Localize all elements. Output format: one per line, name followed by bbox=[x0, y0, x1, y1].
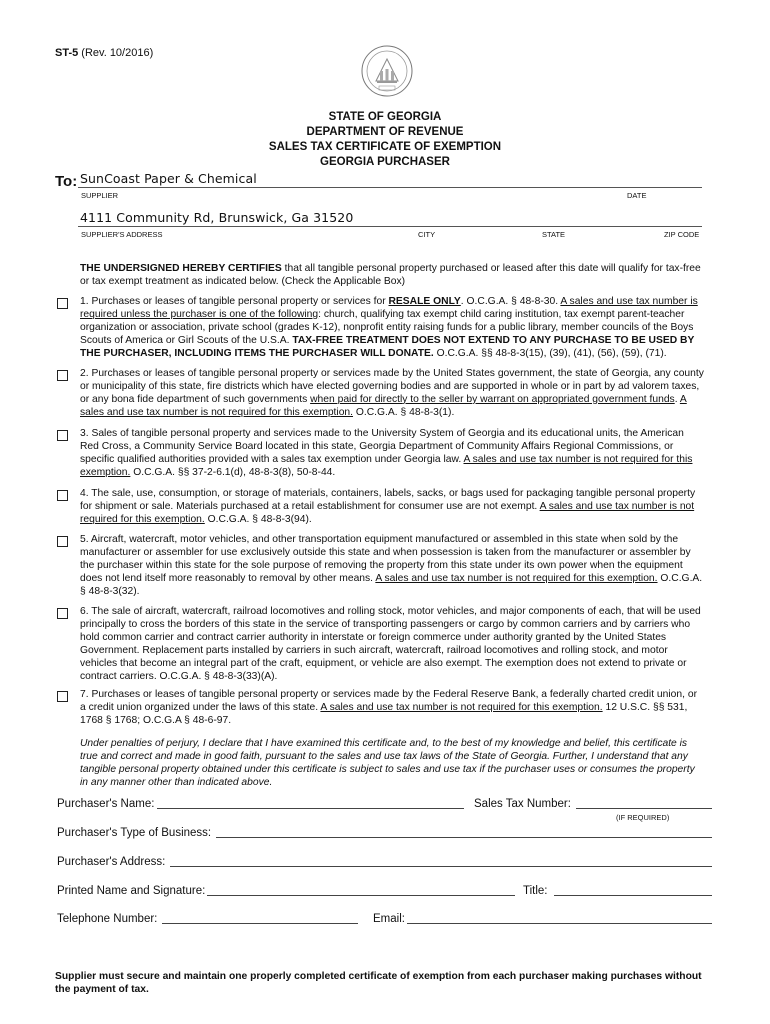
checkbox-item-6[interactable] bbox=[57, 608, 68, 619]
sales-tax-number-field[interactable] bbox=[576, 808, 712, 809]
state-seal-icon bbox=[361, 45, 413, 97]
checkbox-item-2[interactable] bbox=[57, 370, 68, 381]
header-line-4: GEORGIA PURCHASER bbox=[320, 156, 450, 168]
city-caption: CITY bbox=[418, 230, 436, 239]
zip-caption: ZIP CODE bbox=[664, 230, 700, 239]
certification-lead: THE UNDERSIGNED HEREBY CERTIFIES bbox=[80, 263, 282, 274]
business-type-field[interactable] bbox=[216, 837, 712, 838]
checkbox-item-3[interactable] bbox=[57, 430, 68, 441]
supplier-name-field[interactable]: SunCoast Paper & Chemical bbox=[80, 171, 257, 186]
telephone-field[interactable] bbox=[162, 923, 358, 924]
supplier-line bbox=[78, 187, 702, 188]
exemption-item-1: 1. Purchases or leases of tangible personal property or services for RESALE ONLY. O.C.G.A. § 48-8-30. A sales and use tax number is required unless the purchaser is one of the following: church, qualifying tax exempt child caring institution, tax exempt parent-teacher organization or association, private school (grades K-12), nonprofit entity raising funds for a public library, member councils of the Boys Scouts of America or Girl Scouts of the U.S.A. TAX-FREE TREATMENT DOES NOT EXTEND TO ANY PURCHASE TO BE USED BY THE PURCHASER, INCLUDING ITEMS THE PURCHASER WILL DONATE. O.C.G.A. §§ 48-8-3(15), (39), (41), (56), (59), (71). bbox=[80, 296, 698, 359]
exemption-item-3: 3. Sales of tangible personal property and services made to the University System of Georgia and its educational units, the American Red Cross, a Community Service Board located in this state, Georgia Department of Community Affairs Regional Commissions, or specific qualified authorities provided with a sales tax exemption under Georgia law. A sales and use tax number is not required for this exemption. O.C.G.A. §§ 37-2-6.1(d), 48-8-3(8), 50-8-44. bbox=[80, 428, 693, 478]
form-number: ST-5 bbox=[55, 47, 79, 59]
supplier-caption: SUPPLIER bbox=[81, 191, 119, 200]
purchaser-address-field[interactable] bbox=[170, 866, 712, 867]
date-caption: DATE bbox=[627, 191, 647, 200]
business-type-label: Purchaser's Type of Business: bbox=[57, 827, 212, 839]
state-caption: STATE bbox=[542, 230, 566, 239]
to-label: To: bbox=[55, 173, 78, 190]
checkbox-item-7[interactable] bbox=[57, 691, 68, 702]
exemption-item-6: 6. The sale of aircraft, watercraft, railroad locomotives and rolling stock, motor vehicles, and major components of each, that will be used principally to cross the borders of this state in the service of transporting passengers or cargo by common carriers and by carriers who hold common carrier and contract carrier authority in interstate or foreign commerce under authority granted by the United States Government. Replacement parts installed by carriers in such aircraft, watercraft, railroad locomotives and rolling stock, and motor vehicles that become an integral part of the craft, equipment, or vehicle are also exempt. The exemption does not extend to private or contract carriers. O.C.G.A. § 48-8-3(33)(A). bbox=[80, 606, 701, 682]
header-line-3: SALES TAX CERTIFICATE OF EXEMPTION bbox=[268, 141, 502, 153]
printed-name-label: Printed Name and Signature: bbox=[57, 885, 206, 897]
certification-text bbox=[80, 262, 705, 288]
email-field[interactable] bbox=[407, 923, 712, 924]
header-line-2: DEPARTMENT OF REVENUE bbox=[306, 126, 464, 138]
checkbox-item-1[interactable] bbox=[57, 298, 68, 309]
purchaser-name-label: Purchaser's Name: bbox=[57, 798, 155, 810]
exemption-item-5: 5. Aircraft, watercraft, motor vehicles, and other transportation equipment manufactured or assembled in this state when sold by the manufacturer or assembler for use exclusively outside this state and when possession is taken from the manufacturer or assembler by the purchaser within this state for the sole purpose of removing the property from this state under its own power when the equipment does not lend itself more reasonably to removal by other means. A sales and use tax number is not required for this exemption. O.C.G.A. § 48-8-3(32). bbox=[80, 534, 703, 597]
printed-name-field[interactable] bbox=[207, 895, 515, 896]
form-header bbox=[0, 110, 770, 170]
certification-body: that all tangible personal property purchased or leased after this date will qualify for tax-free or tax exempt treatment as indicated below. (Check the Applicable Box) bbox=[80, 263, 701, 287]
header-line-1: STATE OF GEORGIA bbox=[328, 111, 442, 123]
if-required-caption: (IF REQUIRED) bbox=[616, 813, 670, 822]
telephone-label: Telephone Number: bbox=[57, 913, 158, 925]
exemption-item-2: 2. Purchases or leases of tangible personal property or services made by the United States government, the state of Georgia, any county or municipality of this state, fire districts which have elected governing bodies and are supported in whole or in part by ad valorem taxes, or any bona fide department of such governments when paid for directly to the seller by warrant on appropriated government funds. A sales and use tax number is not required for this exemption. O.C.G.A. § 48-8-3(1). bbox=[80, 368, 704, 418]
email-label: Email: bbox=[373, 913, 405, 925]
sales-tax-number-label: Sales Tax Number: bbox=[474, 798, 571, 810]
address-line bbox=[78, 226, 702, 227]
checkbox-item-4[interactable] bbox=[57, 490, 68, 501]
form-id bbox=[55, 47, 153, 59]
title-label: Title: bbox=[523, 885, 548, 897]
title-field[interactable] bbox=[554, 895, 712, 896]
form-revision: (Rev. 10/2016) bbox=[81, 47, 154, 59]
purchaser-address-label: Purchaser's Address: bbox=[57, 856, 166, 868]
exemption-item-4: 4. The sale, use, consumption, or storage of materials, containers, labels, sacks, or bags used for packaging tangible personal property for shipment or sale. Materials purchased at a retail establishment for consumer use are not exempt. A sales and use tax number is not required for this exemption. O.C.G.A. § 48-8-3(94). bbox=[80, 488, 696, 525]
exemption-item-7: 7. Purchases or leases of tangible personal property or services made by the Federal Reserve Bank, a federally charted credit union, or a credit union organized under the laws of this state. A sales and use tax number is not required for this exemption. 12 U.S.C. §§ 531, 1768 § 1768; O.C.G.A § 48-6-97. bbox=[80, 689, 697, 726]
perjury-declaration: Under penalties of perjury, I declare that I have examined this certificate and, to the best of my knowledge and belief, this certificate is true and correct and made in good faith, pursuant to the sales and use tax laws of the State of Georgia. Further, I understand that any tangible personal property obtained under this certificate is subject to sales and use tax if the purchaser uses or consumes the property in any manner other than indicated above. bbox=[80, 738, 695, 788]
supplier-address-caption: SUPPLIER'S ADDRESS bbox=[81, 230, 163, 239]
checkbox-item-5[interactable] bbox=[57, 536, 68, 547]
purchaser-name-field[interactable] bbox=[157, 808, 464, 809]
supplier-footer-note: Supplier must secure and maintain one properly completed certificate of exemption from each purchaser making purchases without the payment of tax. bbox=[55, 971, 702, 995]
supplier-address-field[interactable]: 4111 Community Rd, Brunswick, Ga 31520 bbox=[80, 210, 354, 225]
